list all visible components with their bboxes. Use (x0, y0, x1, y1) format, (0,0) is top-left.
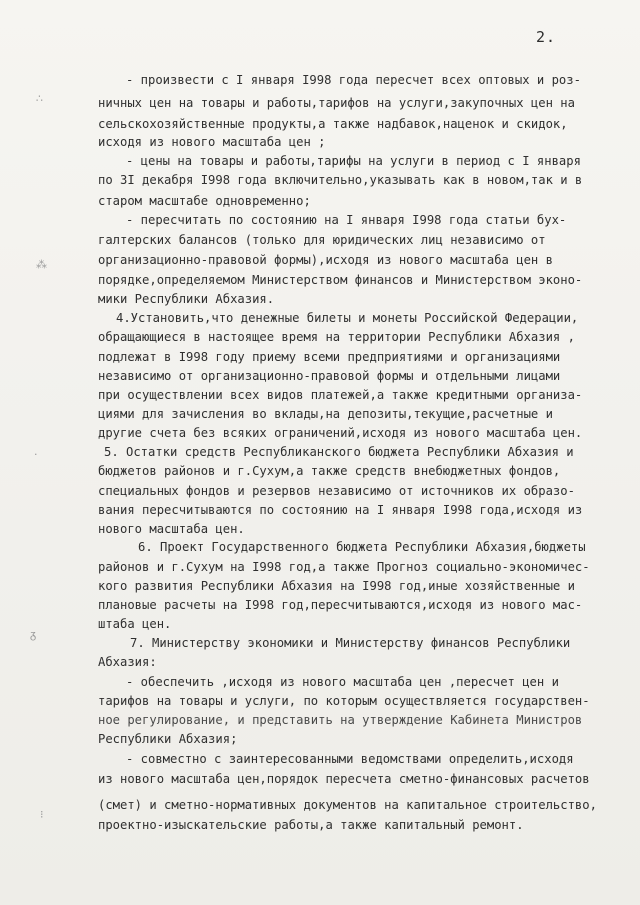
text-line: специальных фондов и резервов независимо от источников их образо- (98, 484, 575, 498)
text-line: 7. Министерству экономики и Министерству финансов Республики (130, 636, 571, 650)
text-line: (смет) и сметно-нормативных документов на капитальное строительство, (98, 798, 597, 812)
text-line: порядке,определяемом Министерством финансов и Министерством эконо- (98, 273, 583, 287)
text-line: другие счета без всяких ограничений,исходя из нового масштаба цен. (98, 426, 583, 440)
text-line: - цены на товары и работы,тарифы на услуги в период с I января (126, 154, 581, 168)
text-line: обращающиеся в настоящее время на территории Республики Абхазия , (98, 330, 575, 344)
margin-speck: · (34, 448, 38, 461)
text-line: штаба цен. (98, 617, 172, 631)
text-line: вания пересчитываются по состоянию на I января I998 года,исходя из (98, 503, 583, 517)
text-line: кого развития Республики Абхазия на I998 год,иные хозяйственные и (98, 579, 575, 593)
margin-speck: ⁝ (40, 808, 44, 821)
page-number: 2. (536, 28, 557, 46)
text-line: проектно-изыскательские работы,а также капитальный ремонт. (98, 818, 524, 832)
text-line: 4.Установить,что денежные билеты и монеты Российской Федерации, (116, 311, 579, 325)
text-line: галтерских балансов (только для юридических лиц независимо от (98, 233, 546, 247)
text-line: 6. Проект Государственного бюджета Республики Абхазия,бюджеты (138, 540, 586, 554)
text-line: ничных цен на товары и работы,тарифов на услуги,закупочных цен на (98, 96, 575, 110)
text-line: ное регулирование, и представить на утверждение Кабинета Министров (98, 713, 583, 727)
text-line: сельскохозяйственные продукты,а также надбавок,наценок и скидок, (98, 117, 568, 131)
margin-speck: ⁂ (36, 258, 47, 271)
text-line: плановые расчеты на I998 год,пересчитываются,исходя из нового мас- (98, 598, 583, 612)
text-line: исходя из нового масштаба цен ; (98, 135, 326, 149)
text-line: - обеспечить ,исходя из нового масштаба цен ,пересчет цен и (126, 675, 559, 689)
text-line: старом масштабе одновременно; (98, 194, 311, 208)
text-line: бюджетов районов и г.Сухум,а также средств внебюджетных фондов, (98, 464, 561, 478)
text-line: при осуществлении всех видов платежей,а также кредитными организа- (98, 388, 583, 402)
text-line: организационно-правовой формы),исходя из нового масштаба цен в (98, 253, 553, 267)
text-line: циями для зачисления во вклады,на депозиты,текущие,расчетные и (98, 407, 553, 421)
text-line: районов и г.Сухум на I998 год,а также Прогноз социально-экономичес- (98, 560, 590, 574)
text-line: по 3I декабря I998 года включительно,указывать как в новом,так и в (98, 173, 583, 187)
text-line: подлежат в I998 году приему всеми предприятиями и организациями (98, 350, 561, 364)
text-line: - пересчитать по состоянию на I января I998 года статьи бух- (126, 213, 567, 227)
text-line: - совместно с заинтересованными ведомствами определить,исходя (126, 752, 574, 766)
margin-speck: ᵹ (30, 628, 37, 641)
text-line: Абхазия: (98, 655, 157, 669)
text-line: тарифов на товары и услуги, по которым осуществляется государствен- (98, 694, 590, 708)
text-line: мики Республики Абхазия. (98, 292, 275, 306)
text-line: - произвести с I января I998 года пересчет всех оптовых и роз- (126, 73, 581, 87)
text-line: из нового масштаба цен,порядок пересчета сметно-финансовых расчетов (98, 772, 590, 786)
text-line: нового масштаба цен. (98, 522, 245, 536)
margin-speck: ∴ (36, 92, 43, 105)
text-line: Республики Абхазия; (98, 732, 238, 746)
text-line: 5. Остатки средств Республиканского бюджета Республики Абхазия и (104, 445, 574, 459)
text-line: независимо от организационно-правовой формы и отдельными лицами (98, 369, 561, 383)
